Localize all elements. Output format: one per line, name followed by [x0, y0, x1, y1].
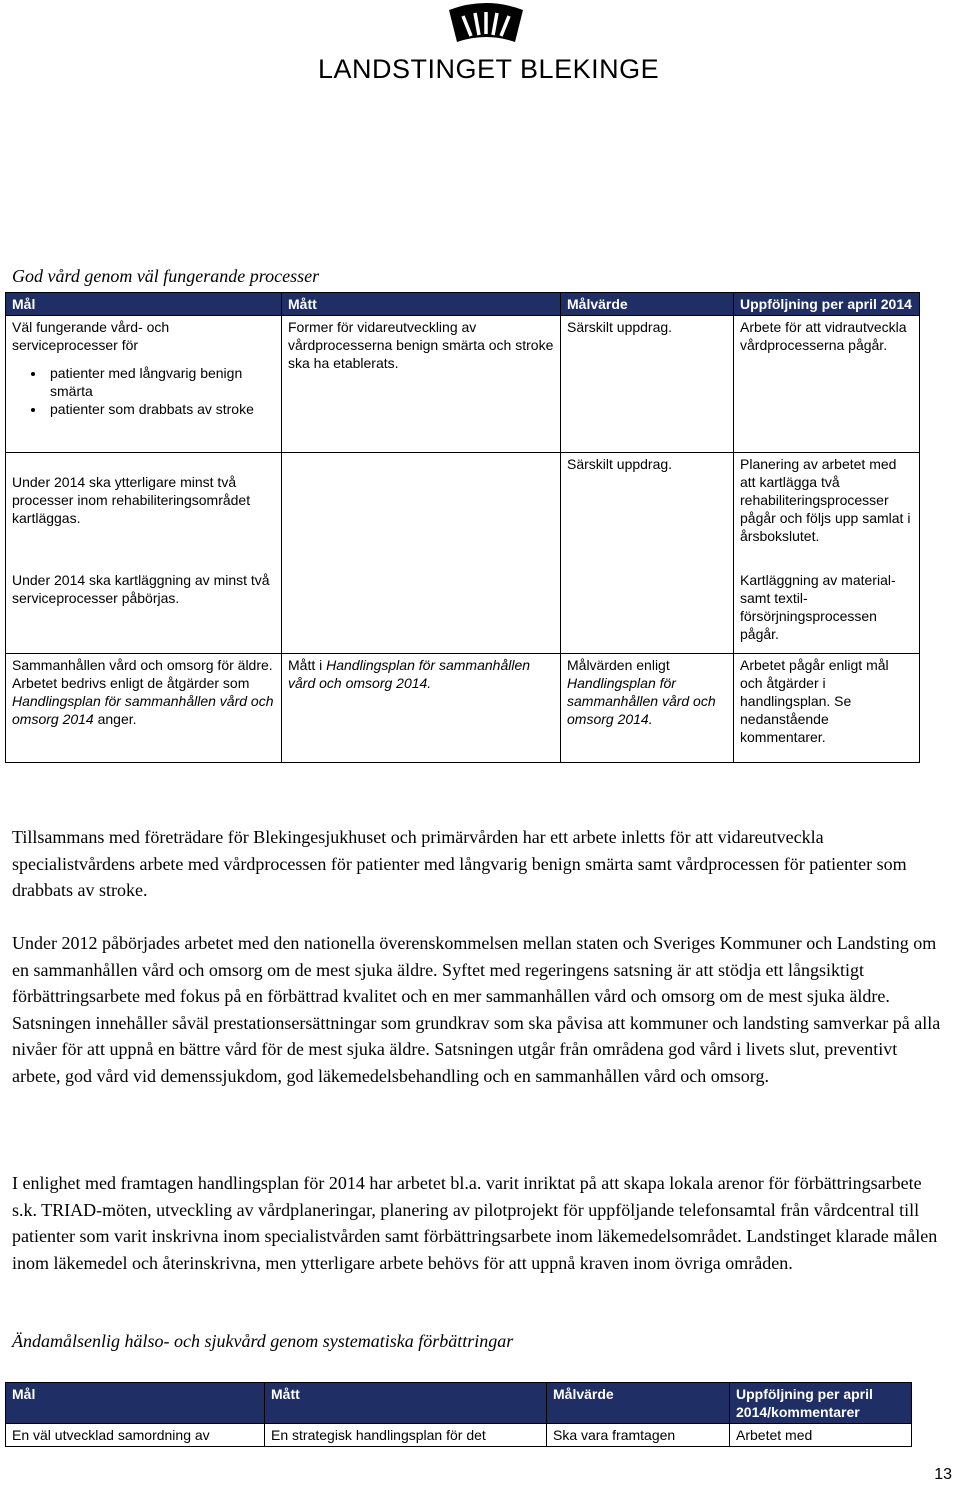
improvements-goals-table	[5, 1382, 912, 1447]
column-header-measure: Mått	[282, 293, 561, 316]
goal-bullet-list	[12, 364, 275, 418]
column-header-goal: Mål	[6, 293, 282, 316]
page-number: 13	[934, 1466, 952, 1483]
target-cell: Särskilt uppdrag.	[561, 316, 734, 453]
measure-cell: Mått i Handlingsplan för sammanhållen vård och omsorg 2014.	[282, 654, 561, 763]
followup-cell: Kartläggning av material- samt textil-försörjningsprocessen pågår.	[734, 563, 920, 654]
target-cell: Målvärden enligt Handlingsplan för sammanhållen vård och omsorg 2014.	[561, 654, 734, 763]
goal-cell: Sammanhållen vård och omsorg för äldre. Arbetet bedrivs enligt de åtgärder som Handlingsplan för sammanhållen vård och omsorg 2014 anger.	[6, 654, 282, 763]
measure-cell: Former för vidareutveckling av vårdprocesserna benign smärta och stroke ska ha etablerats.	[282, 316, 561, 453]
table-row	[6, 453, 920, 564]
section-title-improvements: Ändamålsenlig hälso- och sjukvård genom systematiska förbättringar	[12, 1331, 514, 1351]
table-row	[6, 1424, 912, 1447]
processes-goals-table	[5, 292, 920, 763]
followup-cell: Planering av arbetet med att kartlägga två rehabiliteringsprocesser pågår och följs upp samlat i årsbokslutet.	[734, 453, 920, 564]
table-row	[6, 654, 920, 763]
logo-text: LANDSTINGET BLEKINGE	[318, 54, 660, 84]
list-item: • patienter med långvarig benign smärta	[46, 364, 275, 400]
paragraph: I enlighet med framtagen handlingsplan för 2014 har arbetet bl.a. varit inriktat på att skapa lokala arenor för förbättringsarbete s.k. TRIAD-möten, utveckling av vårdplaneringar, planering av pilotprojekt för uppföljande telefonsamtal från vårdcentral till patienter som varit inskrivna inom specialistvården samt förbättringsarbete inom läkemedelsområdet. Landstinget klarade målen inom läkemedel och återinskrivna, men ytterligare arbete behövs för att uppnå kraven inom övriga områden.	[12, 1173, 938, 1273]
measure-cell: En strategisk handlingsplan för det	[265, 1424, 547, 1447]
target-cell: Särskilt uppdrag.	[561, 453, 734, 564]
table-header-row	[6, 1383, 912, 1424]
column-header-target: Målvärde	[547, 1383, 730, 1424]
paragraph: Under 2012 påbörjades arbetet med den nationella överenskommelsen mellan staten och Sveriges Kommuner och Landsting om en sammanhållen vård och omsorg om de mest sjuka äldre. Syftet med regeringens satsning är att stödja ett långsiktigt förbättringsarbete med fokus på en förbättrad kvalitet och en mer sammanhållen vård och omsorg om de mest sjuka äldre. Satsningen innehåller såväl prestationsersättningar som grundkrav som ska påvisa att kommuner och landsting samverkar på alla nivåer för att uppnå en bättre vård för de mest sjuka äldre. Satsningen utgår från områdena god vård i livets slut, preventivt arbete, god vård vid demenssjukdom, god läkemedelsbehandling och en sammanhållen vård och omsorg.	[12, 933, 941, 1086]
paragraph: Tillsammans med företrädare för Blekingesjukhuset och primärvården har ett arbete inletts för att vidareutveckla specialistvårdens arbete med vårdprocessen för patienter med långvarig benign smärta samt vårdprocessen för patienter som drabbats av stroke.	[12, 827, 907, 901]
landstinget-logo	[318, 2, 660, 84]
column-header-target: Målvärde	[561, 293, 734, 316]
target-cell	[561, 563, 734, 654]
measure-cell	[282, 453, 561, 654]
column-header-measure: Mått	[265, 1383, 547, 1424]
goal-cell: Under 2014 ska ytterligare minst två processer inom rehabiliteringsområdet kartläggas.	[6, 453, 282, 564]
table-header-row	[6, 293, 920, 316]
column-header-goal: Mål	[6, 1383, 265, 1424]
target-cell: Ska vara framtagen	[547, 1424, 730, 1447]
column-header-followup: Uppföljning per april 2014	[734, 293, 920, 316]
table-row	[6, 316, 920, 453]
followup-cell: Arbetet med	[730, 1424, 912, 1447]
goal-intro: Väl fungerande vård- och serviceprocesser för	[12, 319, 170, 353]
goal-cell: Under 2014 ska kartläggning av minst två serviceprocesser påbörjas.	[6, 563, 282, 654]
goal-cell: En väl utvecklad samordning av	[6, 1424, 265, 1447]
list-item: • patienter som drabbats av stroke	[46, 400, 275, 418]
crown-emblem-icon	[441, 2, 531, 48]
section-title-processes: God vård genom väl fungerande processer	[12, 266, 320, 286]
followup-cell: Arbete för att vidrautveckla vårdprocesserna pågår.	[734, 316, 920, 453]
followup-cell: Arbetet pågår enligt mål och åtgärder i handlingsplan. Se nedanstående kommentarer.	[734, 654, 920, 763]
column-header-followup: Uppföljning per april 2014/kommentarer	[730, 1383, 912, 1424]
